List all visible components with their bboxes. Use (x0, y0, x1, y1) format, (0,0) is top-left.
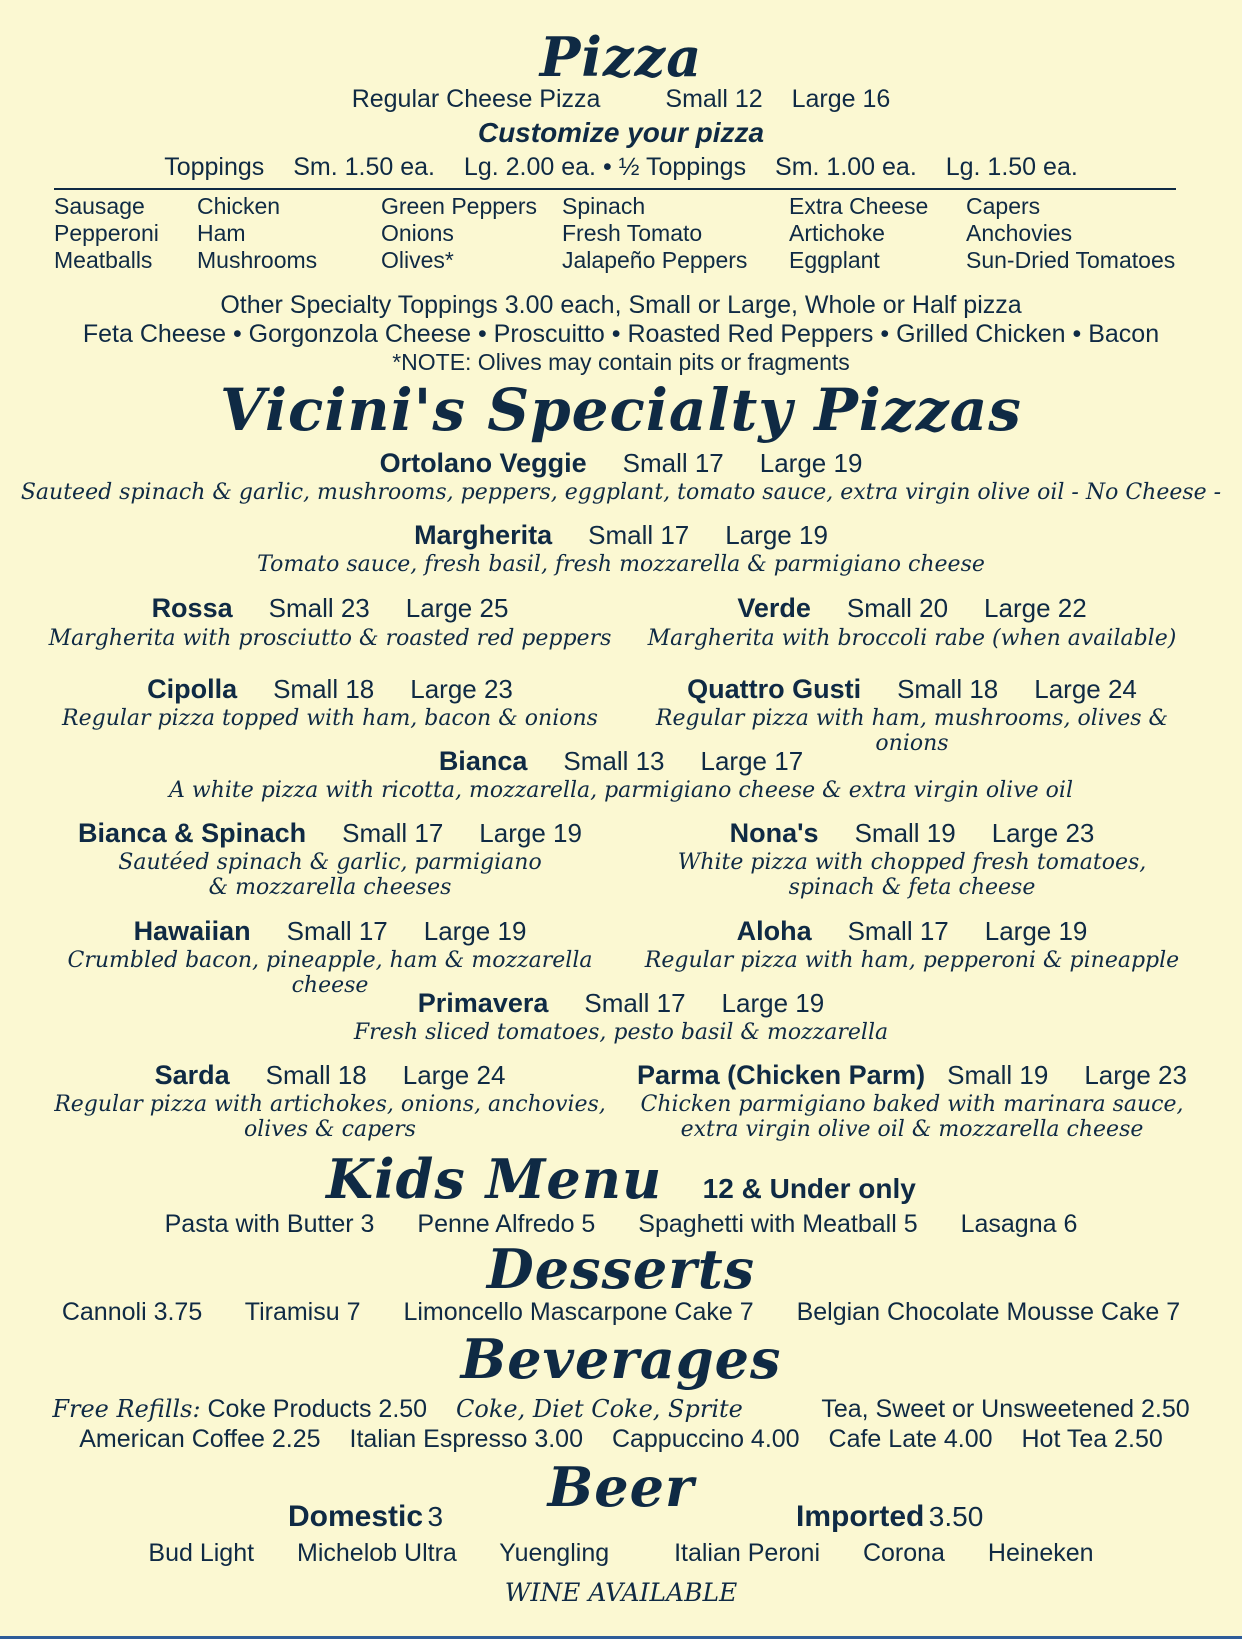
half-toppings-label: ½ Toppings (618, 153, 747, 181)
beverage-item: American Coffee 2.25 (79, 1425, 321, 1453)
pizza-large-price: Large 24 (1034, 674, 1137, 704)
pizza-name: Hawaiian (133, 916, 251, 946)
pizza-name: Rossa (151, 593, 233, 623)
pizza-small-price: Small 17 (588, 520, 690, 550)
pizza-description: & mozzarella cheeses (208, 875, 452, 900)
beer-item: Heineken (987, 1539, 1094, 1567)
beverage-item: Italian Espresso 3.00 (349, 1425, 583, 1453)
pizza-description: spinach & feta cheese (788, 875, 1036, 900)
toppings-price-line (0, 152, 1242, 182)
pizza-description: A white pizza with ricotta, mozzarella, parmigiano cheese & extra virgin olive oil (169, 778, 1073, 803)
pizza-small-price: Small 20 (846, 593, 949, 623)
coke-list: Coke, Diet Coke, Sprite (456, 1395, 743, 1423)
kids-age-note: 12 & Under only (702, 1173, 916, 1204)
pizza-name: Ortolano Veggie (379, 448, 587, 478)
topping-item: Onions (381, 220, 454, 246)
kids-item: Spaghetti with Meatball 5 (638, 1210, 918, 1238)
topping-item: Fresh Tomato (562, 220, 703, 246)
toppings-column (562, 193, 747, 274)
coke-products: Coke Products 2.50 (207, 1395, 428, 1423)
topping-item: Eggplant (789, 247, 880, 273)
pizza-name: Quattro Gusti (687, 674, 862, 704)
pizza-description: Chicken parmigiano baked with marinara sauce, (640, 1092, 1184, 1117)
toppings-sm: Sm. 1.50 ea. (293, 153, 435, 181)
pizza-description: Margherita with prosciutto & roasted red peppers (48, 626, 612, 651)
beverages-items (0, 1424, 1242, 1454)
pizza-small-price: Small 13 (563, 746, 665, 776)
toppings-lg: Lg. 2.00 ea. (463, 153, 596, 181)
domestic-price: 3 (427, 1501, 444, 1532)
pizza-small-price: Small 18 (897, 674, 999, 704)
pizza-description: Regular pizza with artichokes, onions, anchovies, (54, 1092, 606, 1117)
regular-cheese-small: Small 12 (665, 85, 763, 113)
kids-header (0, 1147, 1242, 1211)
pizza-small-price: Small 19 (854, 818, 956, 848)
half-toppings-lg: Lg. 1.50 ea. (945, 153, 1078, 181)
pizza-small-price: Small 18 (273, 674, 375, 704)
dessert-item: Limoncello Mascarpone Cake 7 (403, 1298, 754, 1326)
pizza-item-parma (622, 1058, 1202, 1142)
pizza-name: Sarda (154, 1060, 230, 1090)
pizza-small-price: Small 17 (286, 916, 388, 946)
customize-title: Customize your pizza (477, 117, 765, 148)
regular-cheese-line (0, 84, 1242, 114)
toppings-column (381, 193, 537, 274)
beer-domestic (288, 1500, 443, 1534)
topping-item: Spinach (562, 193, 646, 219)
pizza-description: Tomato sauce, fresh basil, fresh mozzarella & parmigiano cheese (257, 552, 985, 577)
imported-label: Imported (796, 1500, 925, 1533)
topping-item: Pepperoni (54, 220, 159, 246)
toppings-column (54, 193, 159, 274)
pizza-large-price: Large 25 (405, 593, 509, 623)
pizza-large-price: Large 19 (479, 818, 582, 848)
pizza-name: Verde (737, 593, 811, 623)
pizza-large-price: Large 24 (402, 1060, 506, 1090)
pizza-item-bianca-spinach (40, 816, 620, 900)
topping-item: Extra Cheese (789, 193, 929, 219)
pizza-item-nonas (622, 816, 1202, 900)
regular-cheese-name: Regular Cheese Pizza (351, 85, 601, 113)
pizza-name: Bianca (438, 746, 528, 776)
pizza-large-price: Large 17 (700, 746, 804, 776)
beer-item: Corona (862, 1539, 945, 1567)
domestic-label: Domestic (288, 1500, 424, 1533)
regular-cheese-large: Large 16 (791, 85, 891, 113)
specialty-toppings-line: Other Specialty Toppings 3.00 each, Small or Large, Whole or Half pizza (220, 291, 1022, 319)
tea-item: Tea, Sweet or Unsweetened 2.50 (821, 1395, 1190, 1423)
specialty-title: Vicini's Specialty Pizzas (220, 376, 1022, 444)
topping-item: Ham (197, 220, 246, 246)
pizza-name: Primavera (417, 988, 549, 1018)
pizza-name: Margherita (414, 520, 553, 550)
pizza-name: Aloha (736, 916, 812, 946)
topping-item: Sausage (54, 193, 145, 219)
pizza-item-bianca (0, 744, 1242, 803)
desserts-items (0, 1297, 1242, 1327)
pizza-item-rossa (40, 590, 620, 651)
pizza-title: Pizza (539, 25, 703, 89)
kids-title: Kids Menu (326, 1147, 663, 1211)
pizza-large-price: Large 23 (1084, 1060, 1187, 1090)
beer-item: Michelob Ultra (297, 1539, 457, 1567)
half-toppings-sm: Sm. 1.00 ea. (775, 153, 917, 181)
beverage-item: Cafe Late 4.00 (828, 1425, 993, 1453)
pizza-large-price: Large 19 (984, 916, 1088, 946)
pizza-name: Nona's (729, 818, 819, 848)
toppings-column (789, 193, 928, 274)
topping-item: Mushrooms (197, 247, 318, 273)
pizza-small-price: Small 17 (342, 818, 444, 848)
kids-item: Lasagna 6 (960, 1210, 1078, 1238)
kids-items (0, 1209, 1242, 1239)
topping-item: Sun-Dried Tomatoes (966, 247, 1176, 273)
pizza-description: olives & capers (244, 1117, 416, 1142)
wine-available: WINE AVAILABLE (504, 1578, 738, 1607)
pizza-description: Sautéed spinach & garlic, parmigiano (118, 850, 542, 875)
pizza-item-aloha (622, 914, 1202, 973)
kids-item: Pasta with Butter 3 (164, 1210, 375, 1238)
topping-item: Anchovies (966, 220, 1073, 246)
beverages-title: Beverages (460, 1327, 782, 1391)
toppings-column (966, 193, 1175, 274)
beverage-item: Cappuccino 4.00 (611, 1425, 800, 1453)
beverages-refills-line (0, 1394, 1242, 1424)
pizza-small-price: Small 18 (265, 1060, 367, 1090)
pizza-large-price: Large 19 (721, 988, 825, 1018)
pizza-description: Fresh sliced tomatoes, pesto basil & mozzarella (353, 1020, 889, 1045)
pizza-item-margherita (0, 518, 1242, 577)
topping-item: Jalapeño Peppers (562, 247, 748, 273)
pizza-large-price: Large 19 (759, 448, 863, 478)
pizza-description: extra virgin olive oil & mozzarella cheese (680, 1117, 1144, 1142)
dessert-item: Tiramisu 7 (244, 1298, 361, 1326)
topping-item: Chicken (197, 193, 281, 219)
kids-item: Penne Alfredo 5 (417, 1210, 596, 1238)
pizza-item-primavera (0, 986, 1242, 1045)
pizza-item-cipolla (40, 672, 620, 731)
pizza-description: Regular pizza topped with ham, bacon & onions (62, 706, 598, 731)
imported-price: 3.50 (928, 1501, 984, 1532)
beer-item: Bud Light (148, 1539, 255, 1567)
toppings-label: Toppings (164, 153, 265, 181)
pizza-description: Regular pizza with ham, mushrooms, olives & onions (655, 706, 1169, 756)
toppings-divider (54, 188, 1176, 190)
pizza-description: Margherita with broccoli rabe (when available) (647, 626, 1177, 651)
pizza-name: Cipolla (147, 674, 238, 704)
pizza-description: White pizza with chopped fresh tomatoes, (677, 850, 1147, 875)
beverage-item: Hot Tea 2.50 (1021, 1425, 1163, 1453)
topping-item: Meatballs (54, 247, 153, 273)
toppings-column (197, 193, 317, 274)
pizza-small-price: Small 23 (268, 593, 370, 623)
pizza-large-price: Large 19 (423, 916, 527, 946)
pizza-description: Sauteed spinach & garlic, mushrooms, peppers, eggplant, tomato sauce, extra virgin olive oil - No Cheese - (20, 480, 1222, 505)
beer-title: Beer (547, 1455, 695, 1519)
pizza-item-verde (622, 590, 1202, 651)
dessert-item: Cannoli 3.75 (61, 1298, 203, 1326)
pizza-description: Regular pizza with ham, pepperoni & pineapple (644, 948, 1180, 973)
beer-items (0, 1538, 1242, 1568)
topping-item: Capers (966, 193, 1041, 219)
desserts-title: Desserts (486, 1237, 756, 1301)
pizza-small-price: Small 19 (947, 1060, 1049, 1090)
pizza-small-price: Small 17 (584, 988, 686, 1018)
pizza-large-price: Large 23 (410, 674, 513, 704)
pizza-large-price: Large 22 (984, 593, 1087, 623)
specialty-toppings-list: Feta Cheese • Gorgonzola Cheese • Proscuitto • Roasted Red Peppers • Grilled Chicken • Bacon (82, 320, 1160, 348)
topping-item: Green Peppers (381, 193, 537, 219)
pizza-large-price: Large 23 (991, 818, 1095, 848)
pizza-item-sarda (40, 1058, 620, 1142)
pizza-name: Parma (Chicken Parm) (637, 1060, 926, 1090)
beer-item: Italian Peroni (674, 1539, 821, 1567)
pizza-item-ortolano (0, 446, 1242, 505)
beer-imported (796, 1500, 983, 1534)
free-refills-label: Free Refills: (52, 1395, 201, 1423)
pizza-name: Bianca & Spinach (78, 818, 307, 848)
pizza-large-price: Large 19 (725, 520, 828, 550)
topping-item: Artichoke (789, 220, 885, 246)
topping-item: Olives* (381, 247, 454, 273)
pizza-small-price: Small 17 (847, 916, 949, 946)
toppings-sep: • (602, 153, 612, 181)
pizza-description: Crumbled bacon, pineapple, ham & mozzarella cheese (67, 948, 593, 998)
olives-note: *NOTE: Olives may contain pits or fragments (392, 349, 850, 375)
dessert-item: Belgian Chocolate Mousse Cake 7 (796, 1298, 1181, 1326)
beer-item: Yuengling (499, 1539, 610, 1567)
pizza-small-price: Small 17 (622, 448, 724, 478)
